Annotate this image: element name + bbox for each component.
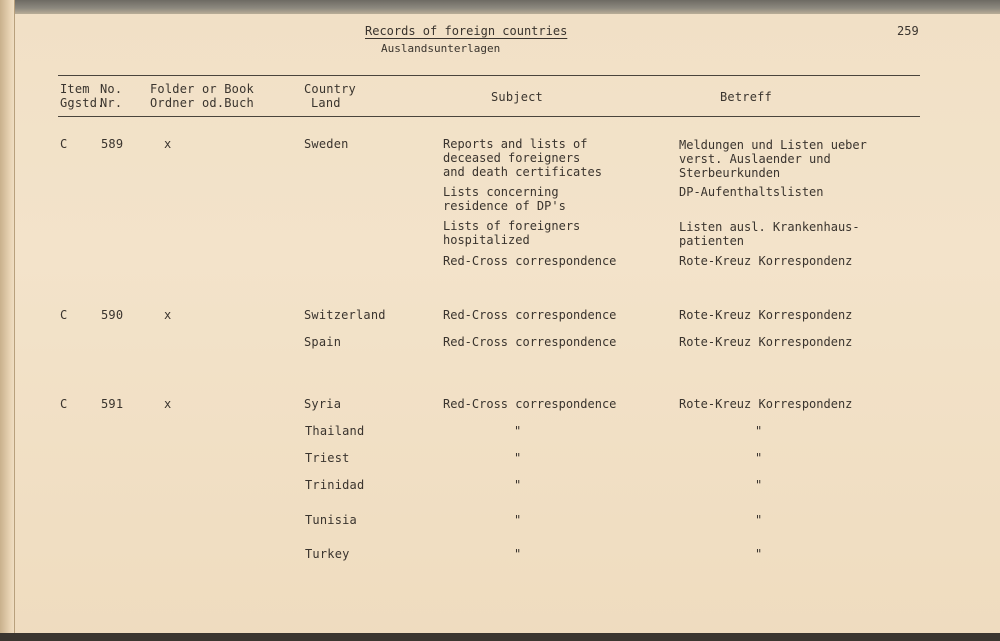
entry-item: C — [60, 308, 68, 322]
entry-item: C — [60, 137, 68, 151]
ditto-mark: " — [514, 451, 522, 465]
page-subtitle: Auslandsunterlagen — [381, 42, 501, 55]
entry-subject: Red-Cross correspondence — [443, 254, 617, 268]
entry-subject: Red-Cross correspondence — [443, 308, 617, 322]
entry-country: Trinidad — [305, 478, 365, 492]
col-header-item-de: Ggstd. — [60, 96, 105, 110]
col-header-item-en: Item — [60, 82, 90, 96]
entry-folder-mark: x — [164, 308, 172, 322]
ditto-mark: " — [755, 547, 763, 561]
entry-country: Switzerland — [304, 308, 386, 322]
ditto-mark: " — [755, 478, 763, 492]
entry-country: Spain — [304, 335, 342, 349]
page-number: 259 — [897, 24, 919, 38]
entry-number: 589 — [101, 137, 124, 151]
binding-edge — [0, 0, 15, 641]
page-title: Records of foreign countries — [365, 24, 568, 38]
entry-country: Triest — [305, 451, 350, 465]
entry-subject: Lists of foreigners hospitalized — [443, 219, 581, 247]
entry-betreff: Listen ausl. Krankenhaus- patienten — [679, 220, 860, 248]
col-header-no-de: Nr. — [100, 96, 123, 110]
entry-number: 591 — [101, 397, 124, 411]
col-header-betreff: Betreff — [720, 90, 772, 104]
header-bottom-rule — [58, 116, 920, 117]
col-header-folder-en: Folder or Book — [150, 82, 254, 96]
col-header-folder-de: Ordner od.Buch — [150, 96, 254, 110]
entry-betreff: DP-Aufenthaltslisten — [679, 185, 824, 199]
entry-subject: Reports and lists of deceased foreigners and death certificates — [443, 137, 602, 179]
entry-betreff: Rote-Kreuz Korrespondenz — [679, 335, 853, 349]
ditto-mark: " — [514, 424, 522, 438]
ditto-mark: " — [755, 424, 763, 438]
entry-subject: Red-Cross correspondence — [443, 397, 617, 411]
ditto-mark: " — [755, 451, 763, 465]
entry-country: Turkey — [305, 547, 350, 561]
header-top-rule — [58, 75, 920, 76]
entry-country: Tunisia — [305, 513, 357, 527]
scan-bottom-edge — [0, 633, 1000, 641]
col-header-subject: Subject — [491, 90, 543, 104]
ditto-mark: " — [514, 547, 522, 561]
entry-item: C — [60, 397, 68, 411]
entry-betreff: Rote-Kreuz Korrespondenz — [679, 397, 853, 411]
col-header-no-en: No. — [100, 82, 123, 96]
entry-subject: Lists concerning residence of DP's — [443, 185, 566, 213]
entry-country: Sweden — [304, 137, 349, 151]
entry-betreff: Rote-Kreuz Korrespondenz — [679, 254, 853, 268]
entry-subject: Red-Cross correspondence — [443, 335, 617, 349]
col-header-country-de: Land — [311, 96, 341, 110]
scan-top-edge — [0, 0, 1000, 14]
ditto-mark: " — [755, 513, 763, 527]
entry-betreff: Meldungen und Listen ueber verst. Auslaender und Sterbeurkunden — [679, 138, 867, 180]
entry-number: 590 — [101, 308, 124, 322]
entry-country: Syria — [304, 397, 342, 411]
col-header-country-en: Country — [304, 82, 356, 96]
entry-folder-mark: x — [164, 137, 172, 151]
entry-folder-mark: x — [164, 397, 172, 411]
ditto-mark: " — [514, 513, 522, 527]
entry-country: Thailand — [305, 424, 365, 438]
entry-betreff: Rote-Kreuz Korrespondenz — [679, 308, 853, 322]
ditto-mark: " — [514, 478, 522, 492]
